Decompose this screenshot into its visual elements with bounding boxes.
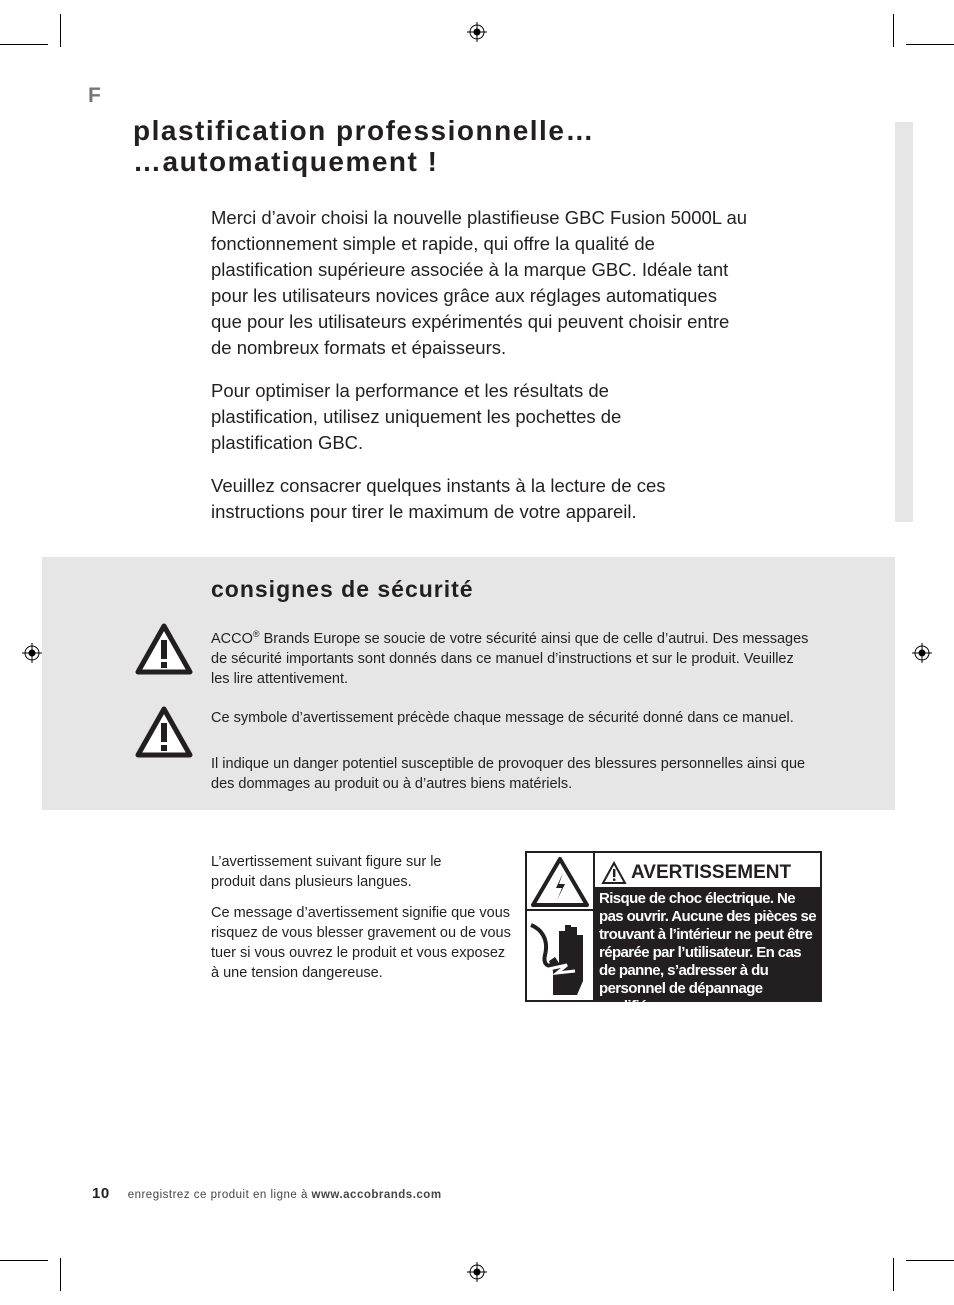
- electric-hazard-icon: [527, 853, 595, 911]
- intro-text: [211, 205, 751, 542]
- page-title: [133, 115, 595, 177]
- crop-mark: [893, 1258, 894, 1291]
- crop-mark: [0, 1260, 48, 1261]
- registration-mark-icon: [22, 643, 42, 663]
- safety-heading: consignes de sécurité: [211, 576, 474, 602]
- lower-paragraph: Ce message d’avertissement signifie que vous risquez de vous blesser gravement ou de vous tuer si vous ouvrez le produit et vous exposez à une tension dangereuse.: [211, 905, 511, 981]
- warning-explanation: [211, 852, 511, 994]
- registered-mark: ®: [252, 629, 260, 639]
- intro-paragraph: Pour optimiser la performance et les résultats de plastification, utilisez uniquement les pochettes de plastification GBC.: [211, 380, 622, 453]
- crop-mark: [906, 1260, 954, 1261]
- warning-triangle-icon: [135, 623, 193, 675]
- title-line-2: …automatiquement !: [133, 146, 439, 177]
- page-number: 10: [92, 1185, 110, 1202]
- warning-triangle-icon: [135, 706, 193, 758]
- warning-triangle-icon: [601, 861, 627, 885]
- warning-label-text: Risque de choc électrique. Ne pas ouvrir. Aucune des pièces se trouvant à l’intérieur ne peut être réparée par l’utilisateur. En cas de panne, s’adresser à du personnel de dépannage qualifié.: [595, 887, 820, 1000]
- safety-paragraph: [211, 624, 811, 689]
- registration-mark-icon: [467, 22, 487, 42]
- side-tab: [895, 122, 913, 522]
- warning-label-heading: AVERTISSEMENT: [631, 862, 792, 883]
- registration-mark-icon: [467, 1262, 487, 1282]
- warning-label-header: [597, 853, 820, 887]
- safety-text: Brands Europe se soucie de votre sécurité ainsi que de celle d’autrui. Des messages de sécurité importants sont donnés dans ce manuel d’instructions et sur le produit. Veuillez les lire attentivement.: [211, 630, 809, 687]
- footer-text: enregistrez ce produit en ligne à: [127, 1189, 312, 1201]
- crop-mark: [0, 44, 48, 45]
- intro-paragraph: Merci d’avoir choisi la nouvelle plastifieuse GBC Fusion 5000L au fonctionnement simple et rapide, qui offre la qualité de plastification supérieure associée à la marque GBC. Idéale tant pour les utilisateurs novices grâce aux réglages automatiques que pour les utilisateurs expérimentés qui peuvent choisir entre de nombreux formats et épaisseurs.: [211, 207, 748, 358]
- crop-mark: [60, 1258, 61, 1291]
- crop-mark: [906, 44, 954, 45]
- footer-url[interactable]: www.accobrands.com: [311, 1189, 442, 1201]
- title-line-1: plastification professionnelle…: [133, 115, 595, 146]
- footer: [92, 1185, 442, 1202]
- safety-paragraph: Ce symbole d’avertissement précède chaque message de sécurité donné dans ce manuel.: [211, 710, 794, 726]
- hand-shock-icon: [527, 911, 595, 1000]
- warning-label: [525, 851, 822, 1015]
- crop-mark: [893, 14, 894, 47]
- intro-paragraph: Veuillez consacrer quelques instants à la lecture de ces instructions pour tirer le maximum de votre appareil.: [211, 475, 666, 522]
- brand-name: ACCO: [211, 630, 253, 647]
- registration-mark-icon: [912, 643, 932, 663]
- lower-paragraph: L’avertissement suivant figure sur le produit dans plusieurs langues.: [211, 854, 442, 890]
- language-marker: F: [88, 84, 101, 107]
- crop-mark: [60, 14, 61, 47]
- safety-paragraph: Il indique un danger potentiel susceptible de provoquer des blessures personnelles ainsi que des dommages au produit ou à d’autres biens matériels.: [211, 756, 806, 792]
